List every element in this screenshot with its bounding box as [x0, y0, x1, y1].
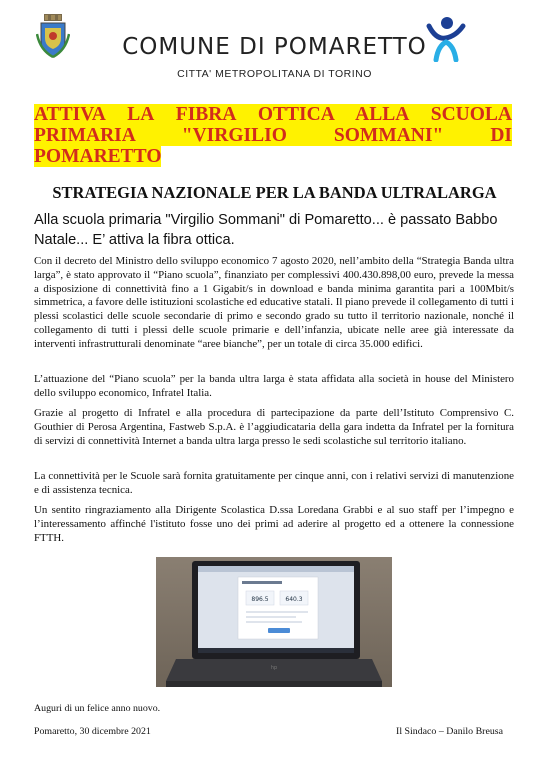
- body-paragraph: L’attuazione del “Piano scuola” per la banda ultra larga è stata affidata alla società in house del Ministero dello sviluppo economico, Infratel Italia.: [34, 373, 514, 399]
- lead-paragraph: Alla scuola primaria "Virgilio Sommani" di Pomaretto... è passato Babbo Natale... E’ attiva la fibra ottica.: [34, 212, 498, 248]
- municipality-subtitle: CITTA' METROPOLITANA DI TORINO: [177, 68, 372, 80]
- body-paragraph: Un sentito ringraziamento alla Dirigente Scolastica D.ssa Loredana Grabbi e al suo staff per l’impegno e l’interessamento affinché l'istituto fosse uno dei primi ad aderire al progetto ed a ottenere la connessione FTTH.: [34, 504, 514, 544]
- headline-text: ATTIVA LA FIBRA OTTICA ALLA SCUOLA PRIMARIA "VIRGILIO SOMMANI" DI POMARETTO: [34, 104, 512, 167]
- speed-upload-value: 640.3: [285, 596, 303, 603]
- section-title: STRATEGIA NAZIONALE PER LA BANDA ULTRALARGA: [52, 183, 497, 202]
- place-date: Pomaretto, 30 dicembre 2021: [34, 726, 151, 737]
- municipality-title: COMUNE DI POMARETTO: [122, 34, 427, 60]
- body-paragraph: Con il decreto del Ministro dello sviluppo economico 7 agosto 2020, nell’ambito della “Strategia Banda ultra larga”, è stato approvato il “Piano scuola”, finanziato per complessivi 400.430.898,00 euro, prevede la messa a disposizione di connettività fino a 1 Gigabit/s in download e banda minima garantita pari a 100Mbit/s simmetrica, a favore delle istituzioni scolastiche ed educative statali. Il piano prevede il collegamento di tutti i plessi scolastici delle scuole secondarie di primo e secondo grado su tutto il territorio nazionale, nonché il collegamento di tutti i plessi delle scuole primarie e dell’infanzia, ubicate nelle aree già interessate da interventi infrastrutturali denominate “aree bianche”, per un totale di circa 35.000 edifici.: [34, 255, 514, 350]
- svg-text:hp: hp: [270, 665, 278, 671]
- body-paragraph: La connettività per le Scuole sarà fornita gratuitamente per cinque anni, con i relativi servizi di manutenzione e di assistenza tecnica.: [34, 470, 514, 496]
- greeting: Auguri di un felice anno nuovo.: [34, 703, 161, 714]
- body-paragraph: Grazie al progetto di Infratel e alla procedura di partecipazione da parte dell’Istituto Comprensivo C. Gouthier di Perosa Argentina, Fastweb S.p.A. è l’aggiudicataria della gara indetta da Infratel per la fornitura di servizi di connettività Internet a banda ultra larga presso le sedi scolastiche sul territorio italiano.: [34, 407, 514, 447]
- signature: Il Sindaco – Danilo Breusa: [396, 726, 503, 737]
- laptop-speed-test-photo-icon: [156, 557, 392, 687]
- speed-download-value: 896.5: [251, 596, 269, 603]
- headline: [34, 104, 512, 167]
